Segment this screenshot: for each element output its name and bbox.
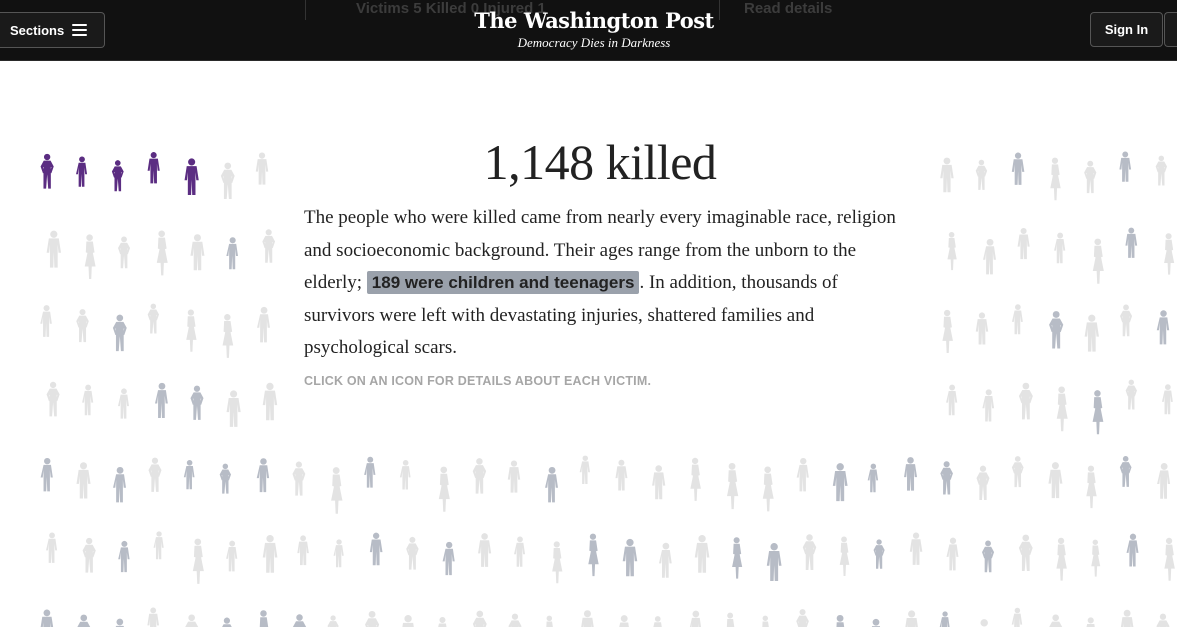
victim-icon[interactable] [322,602,344,627]
victim-icon[interactable] [358,594,386,627]
victim-icon[interactable] [1078,450,1104,526]
victim-icon[interactable] [538,602,561,627]
victim-icon[interactable] [1084,374,1111,453]
victim-icon[interactable] [544,526,570,601]
victim-icon[interactable] [250,594,277,627]
victim-icon[interactable] [718,598,742,627]
victim-icon[interactable] [286,446,312,521]
intro-panel [290,128,920,408]
victim-icon[interactable] [832,522,856,592]
victim-icon[interactable] [502,598,528,627]
victim-icon[interactable] [1048,522,1074,599]
victim-icon[interactable] [220,222,245,296]
intro-paragraph [304,202,904,365]
victim-icon[interactable] [646,602,670,627]
victim-icon[interactable] [940,218,963,286]
ghost-ticker: Victims 5 Killed 0 Injured 1 [305,0,720,20]
victim-icon[interactable] [610,598,638,627]
victim-icon[interactable] [214,602,240,627]
victim-icon[interactable] [70,294,95,367]
victim-icon[interactable] [1048,218,1072,289]
victim-icon[interactable] [184,218,211,297]
victim-icon[interactable] [112,222,136,292]
sign-in-button[interactable] [1090,12,1163,47]
victim-icon[interactable] [976,222,1004,304]
victim-icon[interactable] [178,598,205,627]
victim-icon[interactable] [934,446,959,520]
victim-icon[interactable] [826,598,854,627]
victim-icon[interactable] [940,370,964,441]
victim-icon[interactable] [220,374,247,454]
victim-icon[interactable] [970,450,996,526]
intro-text-end: . In addition, thousands of survivors were left with devastating injuries, shattered families and psychological scars. [304,272,838,358]
victim-icon[interactable] [508,522,532,592]
victim-icon[interactable] [1114,138,1137,204]
victim-icon[interactable] [934,142,960,218]
victim-icon[interactable] [862,450,885,516]
victim-icon[interactable] [76,218,103,298]
victim-icon[interactable] [1012,214,1035,282]
victim-icon[interactable] [826,446,854,529]
children-teenagers-highlight[interactable]: 189 were children and teenagers [367,271,640,294]
sections-label: Sections [10,22,65,38]
victim-icon[interactable] [400,522,425,595]
victim-icon[interactable] [106,450,134,532]
victim-icon[interactable] [466,594,494,627]
victim-icon[interactable] [790,594,815,627]
victim-icon[interactable] [70,446,97,525]
victim-icon[interactable] [1006,138,1030,209]
site-tagline: Democracy Dies in Darkness [517,35,671,50]
site-logo[interactable]: The Washington Post [474,8,714,33]
victim-icon[interactable] [934,598,956,627]
victim-icon[interactable] [106,298,134,379]
victim-icon[interactable] [934,294,960,371]
victim-icon[interactable] [148,366,176,448]
victim-icon[interactable] [898,442,923,515]
victim-icon[interactable] [646,450,671,524]
victim-icon[interactable] [1078,146,1103,218]
victim-icon[interactable] [214,450,237,516]
victim-icon[interactable] [394,598,422,627]
sections-button[interactable] [0,12,105,48]
victim-icon[interactable] [790,442,817,520]
masthead[interactable] [430,8,758,51]
victim-icon[interactable] [250,290,278,372]
victim-icon[interactable] [652,526,680,607]
sign-in-label: Sign In [1104,22,1149,37]
victim-icon[interactable] [40,518,64,588]
victim-icon[interactable] [682,594,710,627]
victim-icon[interactable] [178,446,201,514]
victim-icon[interactable] [574,594,601,627]
victim-icon[interactable] [1006,442,1029,511]
hamburger-menu-icon [72,24,87,36]
victim-icon[interactable] [1042,446,1069,525]
victim-icon[interactable] [970,146,993,213]
victim-icon[interactable] [142,594,164,627]
victim-icon[interactable] [580,518,606,594]
victim-icon[interactable] [1150,446,1177,529]
victim-icon[interactable] [1084,526,1107,592]
victim-icon[interactable] [256,214,281,288]
victim-icon[interactable] [1078,298,1106,379]
victim-icon[interactable] [436,526,462,603]
victim-icon[interactable] [718,446,746,528]
victim-icon[interactable] [1006,290,1030,359]
victim-icon[interactable] [112,374,136,444]
victim-icon[interactable] [976,374,1002,449]
victim-icon[interactable] [1150,142,1173,208]
victim-icon[interactable] [1114,594,1140,627]
victim-icon[interactable] [610,446,633,513]
victim-icon[interactable] [1120,366,1143,432]
victim-icon[interactable] [286,598,313,627]
victim-icon[interactable] [142,290,165,356]
victim-icon[interactable] [70,142,94,212]
victim-icon[interactable] [106,602,134,627]
victim-icon[interactable] [394,446,417,514]
victim-icon[interactable] [328,526,350,591]
victim-icon[interactable] [184,522,212,603]
victim-icon[interactable] [754,602,777,627]
victim-icon[interactable] [1120,518,1146,594]
victim-icon[interactable] [34,290,59,364]
victim-icon[interactable] [616,522,644,604]
victim-icon[interactable] [256,518,284,600]
victim-icon[interactable] [1156,370,1177,439]
victim-icon[interactable] [40,366,66,443]
victim-icon[interactable] [976,526,1000,596]
victim-icon[interactable] [184,370,210,446]
victim-icon[interactable] [682,442,708,519]
victim-icon[interactable] [940,522,966,598]
victim-icon[interactable] [1012,366,1040,447]
victim-icon[interactable] [862,602,890,627]
victim-icon[interactable] [1150,598,1176,627]
victim-icon[interactable] [754,450,781,530]
victim-icon[interactable] [472,518,497,592]
victim-icon[interactable] [688,518,716,600]
victim-icon[interactable] [250,138,274,208]
victim-icon[interactable] [322,450,350,533]
victim-icon[interactable] [250,442,277,521]
victim-icon[interactable] [34,138,60,215]
victim-icon[interactable] [364,518,388,589]
victim-icon[interactable] [34,442,61,519]
victim-icon[interactable] [76,522,102,599]
victim-icon[interactable] [1048,370,1075,450]
victim-icon[interactable] [76,370,100,441]
victim-icon[interactable] [70,598,98,627]
victim-icon[interactable] [970,602,998,627]
victim-icon[interactable] [1006,594,1029,627]
victim-icon[interactable] [142,442,168,518]
victim-icon[interactable] [796,518,823,597]
victim-icon[interactable] [214,146,242,227]
victim-icon[interactable] [1156,218,1177,292]
victim-icon[interactable] [1150,294,1177,373]
victim-icon[interactable] [724,522,749,596]
intro-text-start: The people who were killed came from nearly every imaginable race, religion and socioeconomic background. Their ages range from the unborn to the elderly; [304,207,896,293]
site-header [0,0,1177,61]
victim-icon[interactable] [1156,522,1177,599]
victim-icon[interactable] [904,518,928,589]
victim-icon[interactable] [502,446,526,516]
victim-icon[interactable] [868,526,890,591]
victim-icon[interactable] [1114,290,1138,360]
victim-icon[interactable] [358,442,383,514]
victim-icon[interactable] [220,526,244,597]
victim-icon[interactable] [1120,214,1143,280]
victim-icon[interactable] [142,138,165,206]
victim-icon[interactable] [148,214,175,294]
victim-icon[interactable] [1114,442,1137,510]
instruction-text: CLICK ON AN ICON FOR DETAILS ABOUT EACH VICTIM. [304,374,652,388]
victim-icon[interactable] [178,142,205,222]
victim-icon[interactable] [148,518,170,583]
victim-icon[interactable] [34,594,60,627]
victim-icon[interactable] [1084,222,1112,302]
page-title: 1,148 killed [483,134,717,190]
victim-icon[interactable] [430,602,455,627]
victim-icon[interactable] [430,450,458,531]
victim-icon[interactable] [256,366,284,448]
victim-icon[interactable] [40,214,68,295]
victim-icon[interactable] [1012,518,1040,599]
victim-icon[interactable] [106,146,130,215]
victim-icon[interactable] [574,442,597,508]
victim-icon[interactable] [178,294,204,369]
victim-icon[interactable] [538,450,566,532]
header-edge-button[interactable] [1164,12,1177,47]
victim-icon[interactable] [214,298,241,376]
victim-icon[interactable] [112,526,137,599]
ghost-read-details: Read details [744,0,833,17]
victim-icon[interactable] [466,442,493,521]
victim-icon[interactable] [760,526,788,609]
victim-icon[interactable] [292,522,314,587]
victim-icon[interactable] [1042,294,1070,377]
victim-icon[interactable] [1042,142,1068,218]
victim-icon[interactable] [1042,598,1069,627]
victim-icon[interactable] [970,298,994,368]
victim-icon[interactable] [898,594,925,627]
victim-icon[interactable] [1078,602,1103,627]
